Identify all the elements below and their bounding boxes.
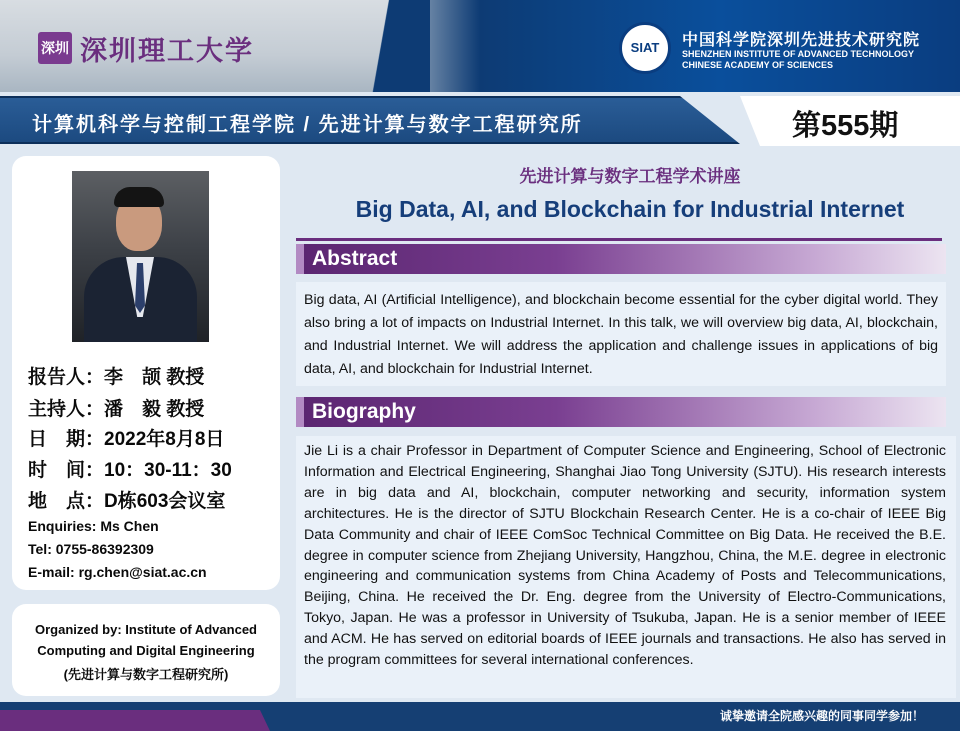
email-contact: E-mail: rg.chen@siat.ac.cn bbox=[28, 564, 207, 580]
university-logo-icon: 深圳 bbox=[38, 32, 72, 64]
organizer-line-3: (先进计算与数字工程研究所) bbox=[63, 667, 229, 682]
invitation-text: 诚挚邀请全院感兴趣的同事同学参加！ bbox=[719, 709, 924, 723]
abstract-heading: Abstract bbox=[312, 247, 398, 270]
department-name: 计算机科学与控制工程学院 / 先进计算与数字工程研究所 bbox=[32, 114, 583, 136]
host-label: 主持人：潘 毅 教授 bbox=[28, 399, 205, 420]
siat-name-cn: 中国科学院深圳先进技术研究院 bbox=[682, 32, 921, 49]
biography-heading: Biography bbox=[312, 400, 416, 423]
talk-title: Big Data, AI, and Blockchain for Industrial Internet bbox=[355, 196, 905, 222]
location-label: 地 点：D栋603会议室 bbox=[28, 491, 226, 512]
siat-emblem-icon: SIAT bbox=[619, 22, 671, 74]
organizer-line-1: Organized by: Institute of Advanced bbox=[35, 622, 257, 637]
title-divider bbox=[296, 238, 942, 241]
biography-text: Jie Li is a chair Professor in Department of Computer Science and Engineering, School of Electronic Information and Electrical Engineering, Shanghai Jiao Tong University (SJTU). His research interests are in big data and AI, blockchain, computer networking and security, information system architectures. He is the director of SJTU Blockchain Research Center. He is a co-chair of IEEE Big Data Community and chair of IEEE ComSoc Technical Committee on Big Data. He received the B.E. degree in computer science from Zhejiang University, Hangzhou, China, the M.E. degree in electronic engineering and communication systems from China Academy of Posts and Telecommunications, Beijing, China. He received the Dr. Eng. degree from the University of Electro-Communications, Tokyo, Japan. He was a professor in University of Tsukuba, Japan. He is a senior member of IEEE and ACM. He has served on editorial boards of IEEE journals and transactions. He also has served in the program committees for several international conferences. bbox=[304, 443, 946, 669]
footer-accent bbox=[0, 710, 270, 731]
date-label: 日 期：2022年8月8日 bbox=[28, 429, 225, 450]
siat-name-en-2: CHINESE ACADEMY OF SCIENCES bbox=[682, 60, 834, 70]
university-name: 深圳理工大学 bbox=[80, 36, 254, 66]
speaker-label: 报告人：李 颉 教授 bbox=[28, 367, 205, 388]
lecture-series: 先进计算与数字工程学术讲座 bbox=[519, 167, 741, 186]
abstract-header bbox=[296, 244, 946, 274]
time-label: 时 间：10：30-11：30 bbox=[28, 460, 232, 481]
biography-header bbox=[296, 397, 946, 427]
issue-number: 第555期 bbox=[792, 110, 899, 142]
organizer-line-2: Computing and Digital Engineering bbox=[37, 643, 255, 658]
enquiries-contact: Enquiries: Ms Chen bbox=[28, 518, 159, 534]
speaker-photo bbox=[72, 171, 209, 342]
abstract-text: Big data, AI (Artificial Intelligence), and blockchain become essential for the cyber digital world. They also bring a lot of impacts on Industrial Internet. In this talk, we will overview big data, AI, blockchain, and Industrial Internet. We will address the application and challenge issues in applications of big data, AI, and blockchain for Industrial Internet. bbox=[304, 292, 938, 377]
siat-name-en-1: SHENZHEN INSTITUTE OF ADVANCED TECHNOLOGY bbox=[682, 49, 915, 59]
telephone-contact: Tel: 0755-86392309 bbox=[28, 541, 154, 557]
